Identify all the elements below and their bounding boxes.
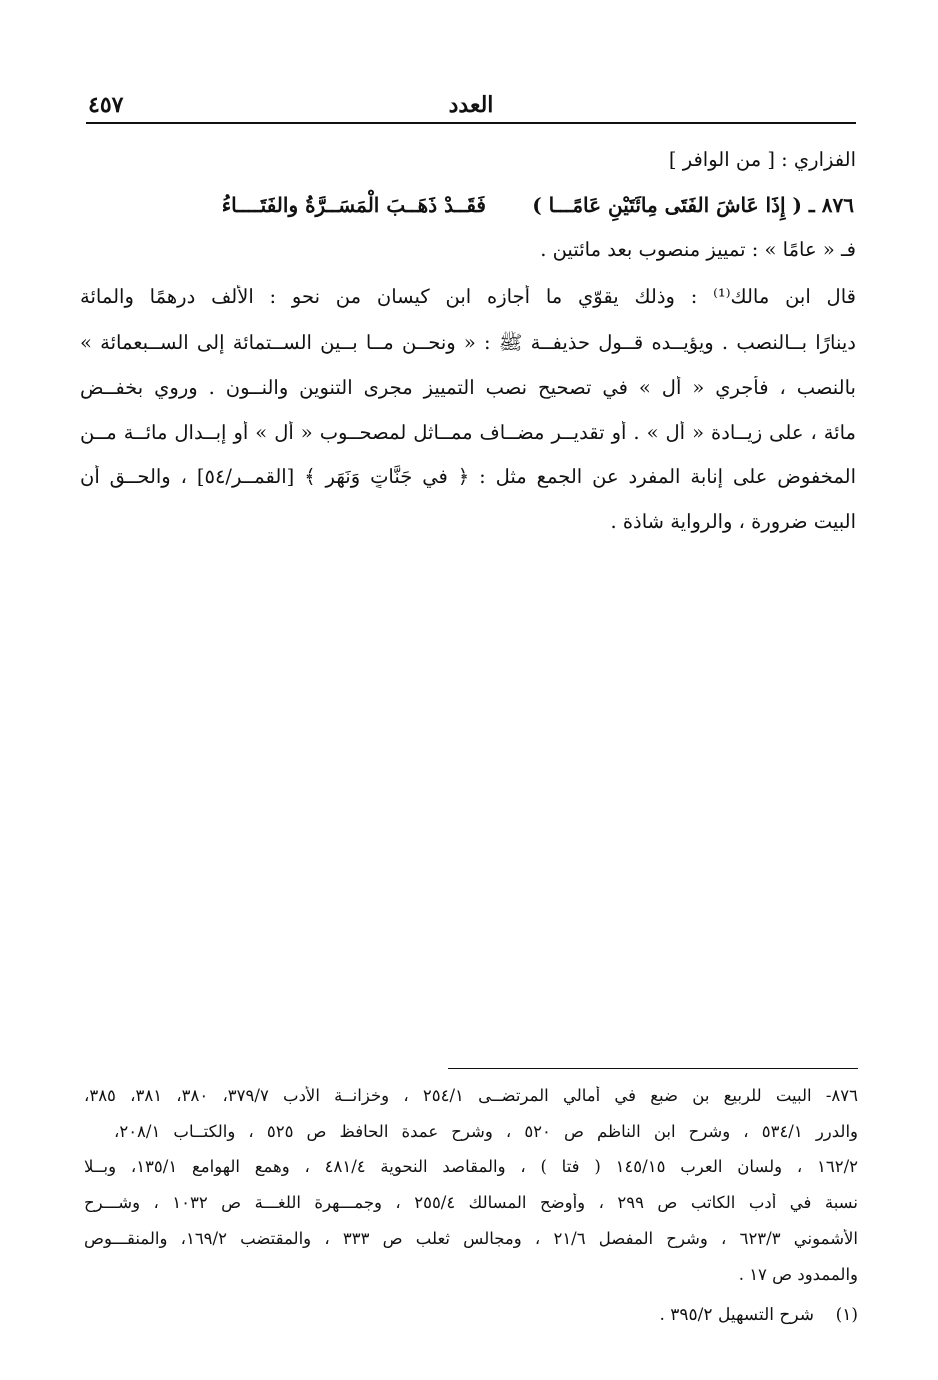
footnote-reference [458,1305,858,1325]
running-header [86,92,856,124]
verse-second-half: فَقَــدْ ذَهَــبَ الْمَسَــرَّةُ والفَتَــــاءُ [221,193,486,217]
footnote-line: ٨٧٦- البيت للربيع بن ضبع في أمالي المرتضــى ٢٥٤/١ ، وخزانــة الأدب ٣٧٩/٧، ٣٨٠، ٣٨١، ٣٨٥، [84,1086,858,1105]
footnote-marker: (١) [835,1305,858,1325]
paragraph-line: البيت ضرورة ، والرواية شاذة . [610,510,856,533]
footnote-reference-text: شرح التسهيل ٣٩٥/٢ . [659,1305,814,1325]
paragraph-line: قال ابن مالك⁽¹⁾ : وذلك يقوّي ما أجازه ابن كيسان من نحو : الألف درهمًا والمائة [80,285,856,308]
footnote-line: الأشموني ٦٢٣/٣ ، وشرح المفصل ٢١/٦ ، ومجالس ثعلب ص ٣٣٣ ، والمقتضب ١٦٩/٢، والمنقـــوص [84,1229,858,1248]
paragraph-line: مائة ، على زيــادة « أل » . أو تقديــر مضــاف ممــاثل لمصحــوب « أل » أو إبــدال مائــة مــن [80,421,856,444]
verse-comment: فـ « عامًا » : تمييز منصوب بعد مائتين . [540,238,856,261]
chapter-title: العدد [448,92,494,118]
footnote-line: نسبة في أدب الكاتب ص ٢٩٩ ، وأوضح المسالك ٢٥٥/٤ ، وجمـــهرة اللغـــة ص ١٠٣٢ ، وشـــرح [84,1193,858,1212]
paragraph-line: بالنصب ، فأجري « أل » في تصحيح نصب التمييز مجرى التنوين والنــون . وروي بخفــض [80,376,856,399]
page-number: ٤٥٧ [88,92,124,118]
poet-intro: الفزاري : [ من الوافر ] [668,148,856,171]
paragraph-line: المخفوض على إنابة المفرد عن الجمع مثل : ﴿ في جَنَّاتٍ وَنَهَرٍ ﴾ [القمــر/٥٤] ، والحــق أن [80,465,856,488]
footnote-line: ١٦٢/٢ ، ولسان العرب ١٤٥/١٥ ( فتا ) ، والمقاصد النحوية ٤٨١/٤ ، وهمع الهوامع ١٣٥/١، وبــلا [84,1157,858,1176]
footnote-separator [448,1068,858,1069]
paragraph-line: دينارًا بــالنصب . ويؤيــده قــول حذيفــة ﷺ : « ونحــن مــا بــين الســتمائة إلى الســبعمائة » [80,331,856,354]
verse-first-half: ٨٧٦ ـ ( إِذَا عَاشَ الفَتَى مِائَتَيْنِ عَامًـــا ) [532,193,854,217]
footnote-line: والممدود ص ١٧ . [738,1265,858,1284]
footnote-line: والدرر ٥٣٤/١ ، وشرح ابن الناظم ص ٥٢٠ ، وشرح عمدة الحافظ ص ٥٢٥ ، والكتــاب ٢٠٨/١، [114,1122,858,1141]
